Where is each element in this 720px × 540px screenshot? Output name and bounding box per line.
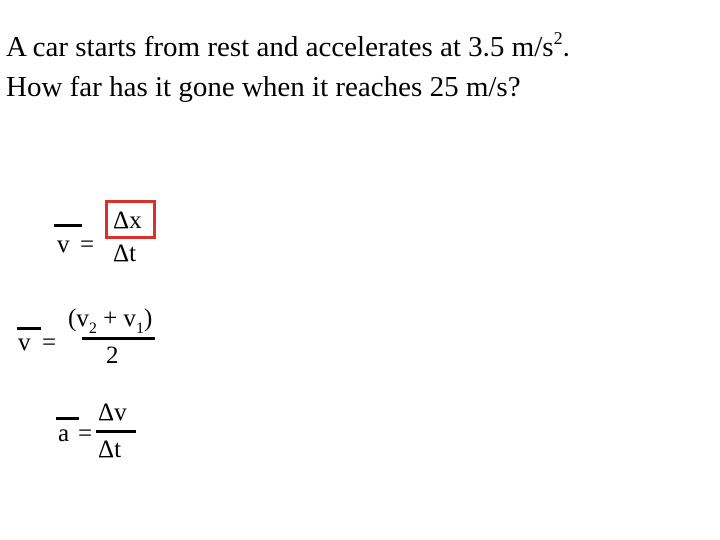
average-equals: = bbox=[42, 329, 57, 356]
average-lhs: v bbox=[18, 329, 31, 356]
velocity-lhs: v bbox=[57, 231, 70, 258]
acceleration-lhs: a bbox=[58, 420, 70, 447]
question-line-1-end: . bbox=[562, 31, 570, 63]
acceleration-denominator: Δt bbox=[98, 436, 122, 463]
squared-exponent: 2 bbox=[553, 28, 563, 48]
question-line-1-text: A car starts from rest and accelerates at 3.5 m/s bbox=[6, 31, 554, 63]
acceleration-equals: = bbox=[78, 420, 93, 447]
acceleration-fraction-bar bbox=[96, 430, 136, 433]
question-line-1 bbox=[6, 28, 570, 63]
velocity-numerator: Δx bbox=[113, 207, 142, 234]
fraction-bar bbox=[82, 337, 155, 340]
question-line-2: How far has it gone when it reaches 25 m/s? bbox=[6, 71, 521, 103]
average-numerator: $(v_2 + v_1)$ bbox=[68, 305, 153, 337]
v-bar-overline bbox=[54, 224, 82, 227]
velocity-denominator: Δt bbox=[113, 240, 137, 267]
acceleration-numerator: Δv bbox=[98, 399, 127, 426]
velocity-equals: = bbox=[80, 231, 95, 258]
average-denominator: 2 bbox=[106, 342, 119, 369]
